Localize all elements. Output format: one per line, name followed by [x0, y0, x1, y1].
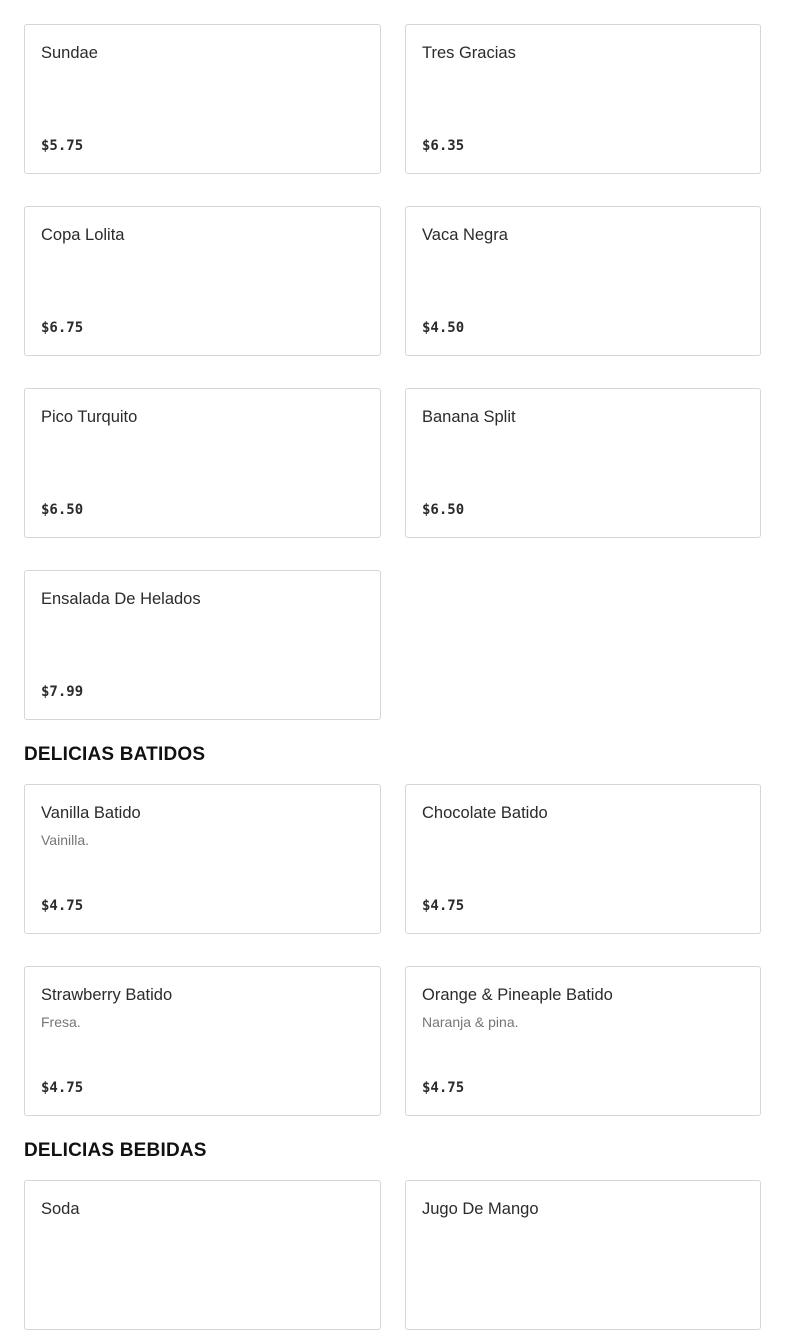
item-name: Ensalada De Helados: [41, 590, 201, 608]
menu-item-card[interactable]: [24, 570, 381, 720]
item-price: $6.50: [422, 502, 465, 518]
item-price: $4.75: [422, 1080, 465, 1096]
menu-item-card[interactable]: [405, 388, 761, 538]
menu-grid-bebidas: [24, 1180, 761, 1330]
menu-item-card[interactable]: [405, 1180, 761, 1330]
item-name: Vanilla Batido: [41, 804, 141, 822]
item-price: $4.50: [422, 320, 465, 336]
section-title-batidos: DELICIAS BATIDOS: [24, 744, 206, 765]
menu-item-card[interactable]: [24, 388, 381, 538]
section-title-bebidas: DELICIAS BEBIDAS: [24, 1140, 207, 1161]
item-price: $4.75: [41, 898, 84, 914]
menu-item-card[interactable]: [24, 784, 381, 934]
item-description: Naranja & pina.: [422, 1014, 519, 1030]
menu-item-card[interactable]: [24, 206, 381, 356]
item-name: Sundae: [41, 44, 98, 62]
menu-grid-postres: [24, 24, 761, 720]
menu-item-card[interactable]: [24, 966, 381, 1116]
item-name: Vaca Negra: [422, 226, 508, 244]
menu-item-card[interactable]: [24, 1180, 381, 1330]
item-description: Vainilla.: [41, 832, 89, 848]
item-price: $5.75: [41, 138, 84, 154]
item-name: Banana Split: [422, 408, 516, 426]
item-price: $4.75: [422, 898, 465, 914]
item-name: Chocolate Batido: [422, 804, 548, 822]
item-name: Strawberry Batido: [41, 986, 173, 1004]
item-name: Orange & Pineaple Batido: [422, 986, 613, 1004]
item-price: $6.50: [41, 502, 84, 518]
menu-grid-batidos: [24, 784, 761, 1116]
menu-item-card[interactable]: [405, 966, 761, 1116]
item-price: $6.75: [41, 320, 84, 336]
item-name: Soda: [41, 1200, 80, 1218]
item-name: Copa Lolita: [41, 226, 125, 244]
item-name: Jugo De Mango: [422, 1200, 539, 1218]
item-price: $7.99: [41, 684, 84, 700]
menu-item-card[interactable]: [24, 24, 381, 174]
menu-item-card[interactable]: [405, 784, 761, 934]
item-name: Tres Gracias: [422, 44, 516, 62]
item-price: $4.75: [41, 1080, 84, 1096]
item-price: $6.35: [422, 138, 465, 154]
menu-item-card[interactable]: [405, 206, 761, 356]
menu-item-card[interactable]: [405, 24, 761, 174]
item-description: Fresa.: [41, 1014, 81, 1030]
item-name: Pico Turquito: [41, 408, 138, 426]
